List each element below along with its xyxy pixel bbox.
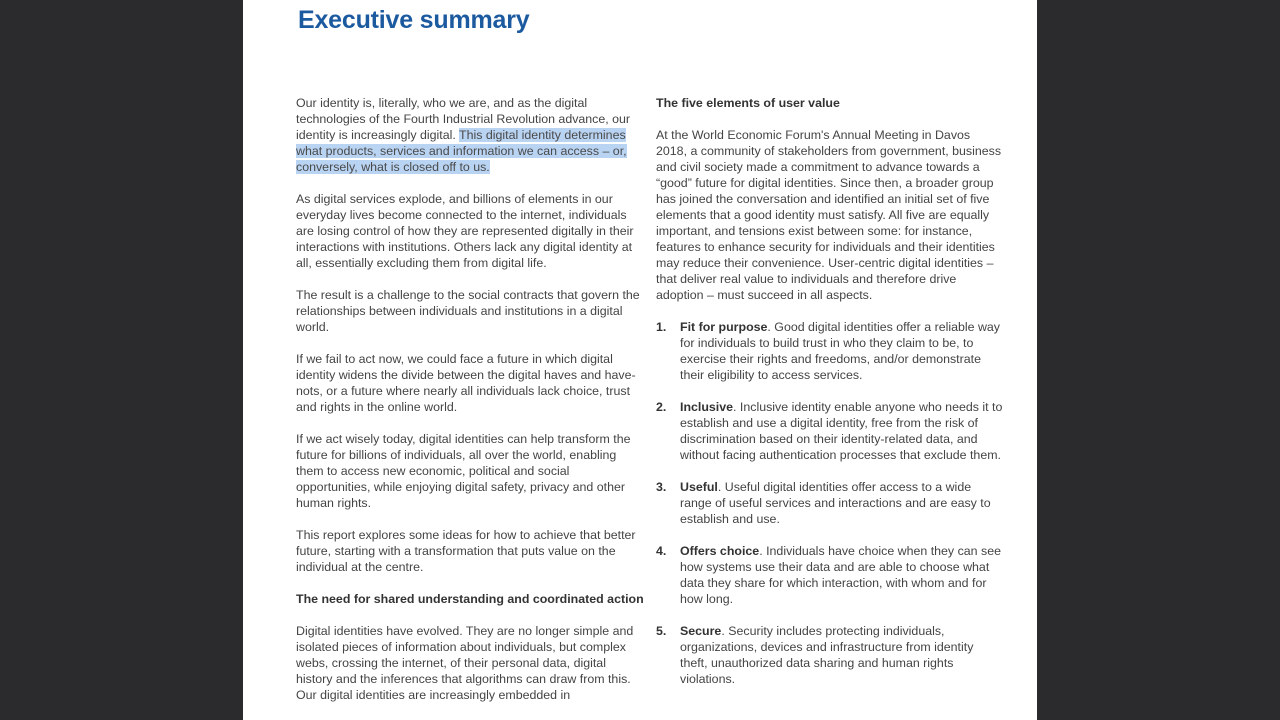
list-term: Fit for purpose <box>680 320 768 334</box>
paragraph-report-explores: This report explores some ideas for how to achieve that better future, starting with a transformation that puts value on the individual at the centre. <box>296 528 636 574</box>
subheading-shared-understanding: The need for shared understanding and coordinated action <box>296 592 644 606</box>
text-selection-highlight[interactable]: This digital identity determines what products, services and information we can access – or, conversely, what is closed off to us. <box>296 128 627 174</box>
five-elements-list <box>656 319 1004 687</box>
viewer-background-left <box>0 0 243 720</box>
paragraph-act-wisely: If we act wisely today, digital identities can help transform the future for billions of individuals, all over the world, enabling them to access new economic, political and social opportunities, while enjoying digital safety, privacy and other human rights. <box>296 432 631 510</box>
list-number: 4. <box>656 544 667 558</box>
list-item <box>656 543 1004 607</box>
subheading-five-elements: The five elements of user value <box>656 96 840 110</box>
list-number: 5. <box>656 624 667 638</box>
list-number: 3. <box>656 480 667 494</box>
list-number: 1. <box>656 320 667 334</box>
left-column <box>296 95 644 719</box>
list-text: . Individuals have choice when they can see how systems use their data and are able to choose what data they share for which interaction, with whom and for how long. <box>680 544 1001 606</box>
paragraph-identities-evolved: Digital identities have evolved. They are no longer simple and isolated pieces of information about individuals, but complex webs, crossing the internet, of their personal data, digital history and the inferences that algorithms can draw from this. Our digital identities are increasingly embedded in <box>296 624 634 702</box>
paragraph-social-contracts: The result is a challenge to the social contracts that govern the relationships between individuals and institutions in a digital world. <box>296 288 640 334</box>
page-title: Executive summary <box>298 6 530 34</box>
paragraph-fail-to-act: If we fail to act now, we could face a future in which digital identity widens the divide between the digital haves and have-nots, or a future where nearly all individuals lack choice, trust and rights in the online world. <box>296 352 636 414</box>
list-item <box>656 319 1004 383</box>
list-text: . Useful digital identities offer access to a wide range of useful services and interactions and are easy to establish and use. <box>680 480 991 526</box>
paragraph-digital-services: As digital services explode, and billions of elements in our everyday lives become connected to the internet, individuals are losing control of how they are represented digitally in their interactions with institutions. Others lack any digital identity at all, essentially excluding them from digital life. <box>296 192 634 270</box>
list-item <box>656 623 1004 687</box>
list-item <box>656 479 1004 527</box>
list-item <box>656 399 1004 463</box>
list-term: Offers choice <box>680 544 760 558</box>
paragraph-davos: At the World Economic Forum's Annual Meeting in Davos 2018, a community of stakeholders from government, business and civil society made a commitment to advance towards a “good” future for digital identities. Since then, a broader group has joined the conversation and identified an initial set of five elements that a good identity must satisfy. All five are equally important, and tensions exist between some: for instance, features to enhance security for individuals and their identities may reduce their convenience. User-centric digital identities – that deliver real value to individuals and therefore drive adoption – must succeed in all aspects. <box>656 128 1002 302</box>
viewer-background-right <box>1037 0 1280 720</box>
list-term: Inclusive <box>680 400 734 414</box>
document-page <box>243 0 1037 720</box>
paragraph-intro <box>296 95 644 175</box>
list-term: Useful <box>680 480 718 494</box>
list-term: Secure <box>680 624 722 638</box>
list-text: . Good digital identities offer a reliable way for individuals to build trust in who they claim to be, to exercise their rights and freedoms, and/or demonstrate their eligibility to access services. <box>680 320 1000 382</box>
right-column <box>656 95 1004 703</box>
list-text: . Inclusive identity enable anyone who needs it to establish and use a digital identity, free from the risk of discrimination based on their identity-related data, and without facing authentication processes that exclude them. <box>680 400 1003 462</box>
list-text: . Security includes protecting individuals, organizations, devices and infrastructure from identity theft, unauthorized data sharing and human rights violations. <box>680 624 974 686</box>
list-number: 2. <box>656 400 667 414</box>
paragraph-intro-text: Our identity is, literally, who we are, and as the digital technologies of the Fourth Industrial Revolution advance, our identity is increasingly digital. <box>296 96 631 142</box>
